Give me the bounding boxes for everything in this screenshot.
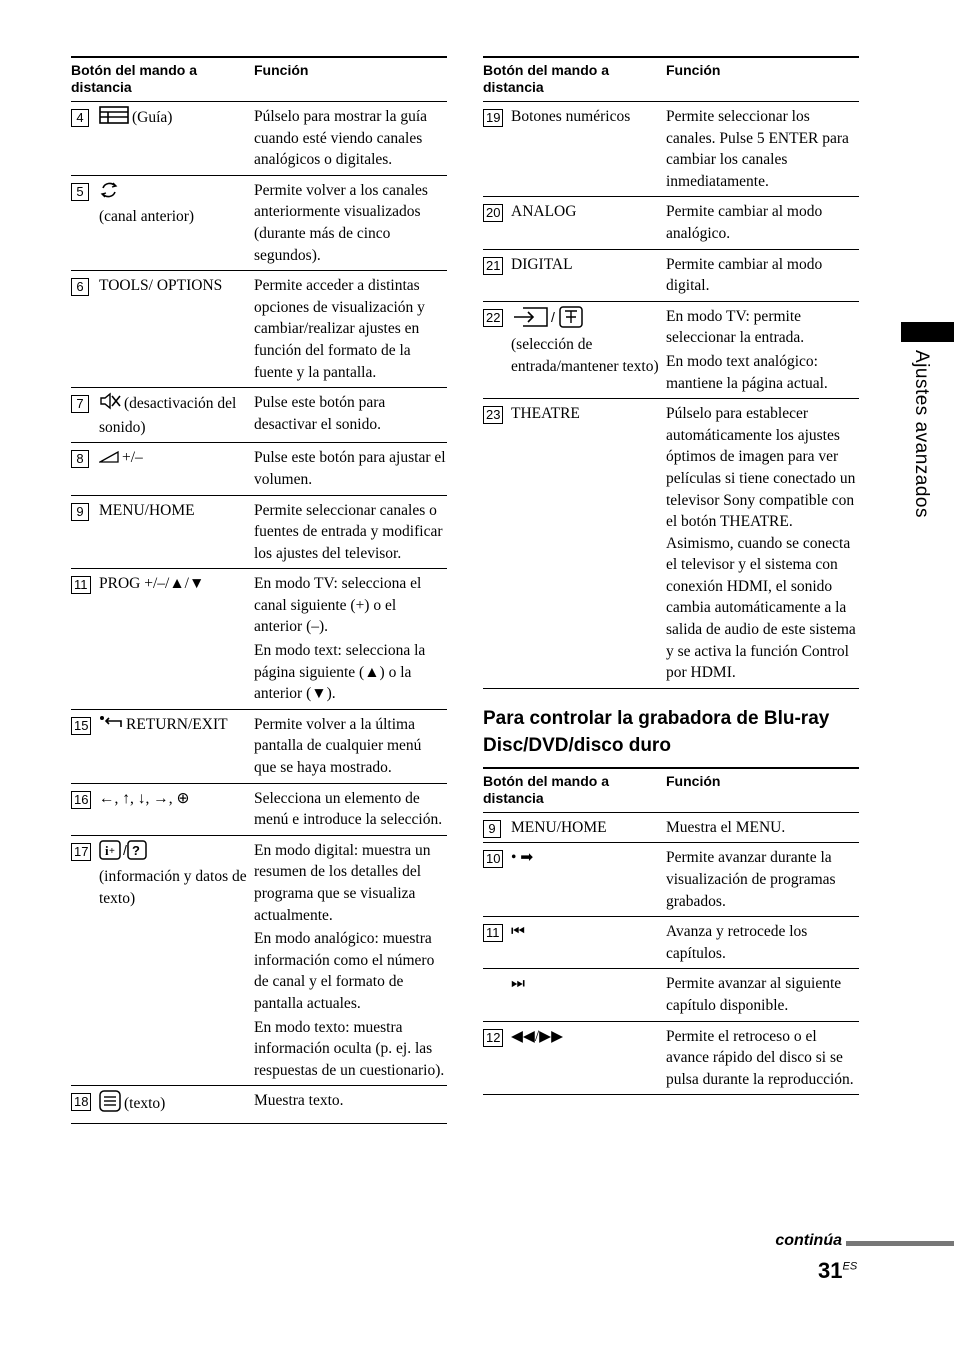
function-cell bbox=[254, 102, 447, 176]
button-label: ◀◀/▶▶ bbox=[511, 1027, 563, 1045]
table-row bbox=[71, 271, 447, 388]
function-text: En modo TV: selecciona el canal siguiente (+) o el anterior (–). bbox=[254, 575, 422, 636]
section-tab-marker bbox=[901, 322, 954, 342]
item-number: 23 bbox=[483, 406, 503, 424]
button-name bbox=[99, 573, 248, 595]
function-cell bbox=[254, 569, 447, 710]
table-row bbox=[71, 783, 447, 835]
button-cell bbox=[483, 249, 666, 301]
function-text: En modo text analógico: mantiene la página actual. bbox=[666, 352, 828, 392]
button-cell bbox=[71, 495, 254, 569]
section-side-label: Ajustes avanzados bbox=[911, 350, 932, 518]
previous-channel-icon bbox=[99, 180, 119, 207]
button-cell bbox=[71, 783, 254, 835]
button-label: ⏮ bbox=[511, 923, 525, 941]
function-text: Permite el retroceso o el avance rápido del disco si se pulsa durante la reproducción. bbox=[666, 1027, 854, 1088]
button-cell bbox=[71, 271, 254, 388]
button-name bbox=[511, 403, 660, 425]
continue-label: continúa bbox=[775, 1232, 842, 1249]
button-name bbox=[511, 306, 660, 378]
function-text: Pulse este botón para ajustar el volumen. bbox=[254, 449, 446, 488]
info-icon bbox=[99, 840, 147, 867]
header-function: Función bbox=[666, 768, 859, 813]
button-name bbox=[511, 817, 660, 839]
button-label: ←, ↑, ↓, →, ⊕ bbox=[99, 789, 190, 807]
remote-buttons-table-left bbox=[71, 56, 447, 1124]
function-text: Permite cambiar al modo analógico. bbox=[666, 203, 823, 242]
button-cell bbox=[71, 569, 254, 710]
table-row bbox=[483, 102, 859, 197]
item-number: 11 bbox=[71, 576, 91, 594]
button-label: (Guía) bbox=[132, 108, 173, 126]
item-number: 9 bbox=[483, 820, 501, 838]
button-label: (información y datos de texto) bbox=[99, 868, 247, 907]
header-function: Función bbox=[666, 57, 859, 102]
function-cell bbox=[666, 969, 859, 1021]
svg-text:i: i bbox=[105, 842, 109, 858]
item-number: 5 bbox=[71, 183, 89, 201]
function-cell bbox=[254, 709, 447, 783]
button-cell bbox=[483, 399, 666, 689]
function-text: En modo analógico: muestra información como el número de canal y el formato de pantalla actuales. bbox=[254, 930, 435, 1012]
function-cell bbox=[666, 301, 859, 398]
table-row bbox=[483, 917, 859, 969]
button-name bbox=[99, 840, 248, 910]
table-row bbox=[483, 399, 859, 689]
button-name bbox=[511, 201, 660, 223]
button-cell bbox=[483, 102, 666, 197]
button-label: MENU/HOME bbox=[511, 818, 607, 836]
table-row bbox=[71, 443, 447, 495]
button-label: (canal anterior) bbox=[99, 208, 195, 226]
text-icon bbox=[99, 1090, 121, 1119]
button-cell bbox=[71, 835, 254, 1086]
button-cell bbox=[71, 102, 254, 176]
remote-buttons-table-right bbox=[483, 56, 859, 689]
button-label: DIGITAL bbox=[511, 255, 573, 273]
function-text: Permite avanzar al siguiente capítulo disponible. bbox=[666, 975, 842, 1014]
input-select-icon bbox=[511, 306, 585, 335]
function-cell bbox=[666, 197, 859, 249]
table-row bbox=[71, 388, 447, 443]
button-cell bbox=[483, 812, 666, 843]
function-cell bbox=[254, 443, 447, 495]
function-text: Permite seleccionar canales o fuentes de entrada y modificar los ajustes del televisor. bbox=[254, 501, 443, 562]
item-number: 15 bbox=[71, 717, 91, 735]
button-cell bbox=[71, 443, 254, 495]
item-number: 9 bbox=[71, 503, 89, 521]
function-cell bbox=[254, 271, 447, 388]
button-label: (selección de entrada/mantener texto) bbox=[511, 336, 659, 375]
function-cell bbox=[666, 1021, 859, 1095]
function-cell bbox=[666, 812, 859, 843]
button-label: MENU/HOME bbox=[99, 501, 195, 519]
section-title: Para controlar la grabadora de Blu-ray Disc/DVD/disco duro bbox=[483, 707, 830, 756]
button-cell bbox=[483, 917, 666, 969]
item-number: 22 bbox=[483, 309, 503, 327]
button-label: THEATRE bbox=[511, 405, 580, 423]
button-cell bbox=[483, 843, 666, 917]
item-number: 10 bbox=[483, 850, 503, 868]
mute-icon bbox=[99, 392, 121, 417]
svg-text:+: + bbox=[109, 845, 115, 857]
function-cell bbox=[254, 835, 447, 1086]
item-number: 21 bbox=[483, 257, 503, 275]
button-cell bbox=[71, 709, 254, 783]
function-cell bbox=[666, 917, 859, 969]
function-text: Avanza y retrocede los capítulos. bbox=[666, 923, 808, 962]
table-row bbox=[483, 1021, 859, 1095]
function-text: En modo texto: muestra información oculta (p. ej. las respuestas de un cuestionario). bbox=[254, 1018, 445, 1079]
button-label: (texto) bbox=[124, 1095, 166, 1113]
function-text: Permite volver a los canales anteriormente visualizados (durante más de cinco segundos). bbox=[254, 181, 428, 264]
item-number: 7 bbox=[71, 395, 89, 413]
button-cell bbox=[71, 1086, 254, 1124]
button-label: +/– bbox=[122, 449, 143, 467]
svg-text:/: / bbox=[123, 841, 127, 858]
function-text: Permite acceder a distintas opciones de visualización y cambiar/realizar ajustes en función del formato de la fuente y la pantalla. bbox=[254, 277, 425, 381]
button-name bbox=[511, 1026, 660, 1048]
right-column bbox=[483, 56, 859, 1095]
function-cell bbox=[254, 388, 447, 443]
button-label: RETURN/EXIT bbox=[126, 715, 228, 733]
table-row bbox=[483, 197, 859, 249]
table-row bbox=[71, 175, 447, 270]
button-name bbox=[99, 1090, 248, 1119]
page-number: $31^{ES}$ bbox=[818, 1258, 858, 1283]
function-text: Permite volver a la última pantalla de cualquier menú que se haya mostrado. bbox=[254, 715, 422, 777]
button-label: • ➡ bbox=[511, 849, 534, 867]
button-label: TOOLS/ OPTIONS bbox=[99, 277, 223, 295]
function-text: Púlselo para establecer automáticamente los ajustes óptimos de imagen para ver películas si tiene conectado un televisor Sony compatible con el botón THEATRE. Asimismo, cuando se conecta el televisor y el sistema con conexión HDMI, el sonido cambia automáticamente a la salida de audio de este sistema y se activa la función Control por HDMI. bbox=[666, 405, 856, 682]
item-number: 19 bbox=[483, 109, 503, 127]
function-cell bbox=[254, 175, 447, 270]
function-text: Púlselo para mostrar la guía cuando esté viendo canales analógicos o digitales. bbox=[254, 108, 428, 169]
table-row bbox=[71, 709, 447, 783]
button-name bbox=[511, 847, 660, 869]
item-number: 20 bbox=[483, 204, 503, 222]
table-row bbox=[71, 569, 447, 710]
button-label: ANALOG bbox=[511, 203, 577, 221]
button-name bbox=[511, 921, 660, 943]
button-name bbox=[511, 254, 660, 276]
return-icon bbox=[99, 714, 123, 736]
function-cell bbox=[254, 1086, 447, 1124]
function-text: Permite seleccionar los canales. Pulse 5 ENTER para cambiar los canales inmediatamente. bbox=[666, 108, 849, 190]
function-cell bbox=[254, 495, 447, 569]
button-label: Botones numéricos bbox=[511, 108, 631, 125]
button-cell bbox=[483, 969, 666, 1021]
button-name bbox=[99, 392, 248, 438]
table-row bbox=[483, 249, 859, 301]
header-button: Botón del mando a distancia bbox=[71, 57, 254, 102]
button-label: ⏭ bbox=[511, 975, 525, 993]
item-number: 8 bbox=[71, 450, 89, 468]
function-cell bbox=[666, 399, 859, 689]
recorder-buttons-table bbox=[483, 767, 859, 1096]
guide-icon bbox=[99, 106, 129, 131]
item-number: 4 bbox=[71, 109, 89, 127]
volume-icon bbox=[99, 448, 119, 470]
item-number: 17 bbox=[71, 843, 91, 861]
header-button: Botón del mando a distancia bbox=[483, 768, 666, 813]
button-name bbox=[99, 500, 248, 522]
table-row bbox=[71, 495, 447, 569]
button-cell bbox=[483, 1021, 666, 1095]
button-name bbox=[99, 714, 248, 736]
table-row bbox=[71, 1086, 447, 1124]
function-text: Muestra el MENU. bbox=[666, 818, 786, 836]
button-name bbox=[511, 106, 660, 128]
table-row bbox=[483, 843, 859, 917]
function-cell bbox=[666, 843, 859, 917]
item-number: 18 bbox=[71, 1093, 91, 1111]
function-text: Permite avanzar durante la visualización de programas grabados. bbox=[666, 849, 836, 910]
button-cell bbox=[71, 388, 254, 443]
svg-text:/: / bbox=[551, 308, 555, 325]
button-label: (desactivación del sonido) bbox=[99, 394, 237, 436]
item-number: 16 bbox=[71, 791, 91, 809]
button-cell bbox=[483, 301, 666, 398]
button-name bbox=[99, 275, 248, 297]
function-cell bbox=[666, 102, 859, 197]
button-name bbox=[99, 106, 248, 131]
button-cell bbox=[71, 175, 254, 270]
table-row bbox=[483, 812, 859, 843]
function-text: En modo TV: permite seleccionar la entrada. bbox=[666, 307, 805, 347]
function-text: En modo text: selecciona la página siguiente (▲) o la anterior (▼). bbox=[254, 642, 426, 703]
function-text: Muestra texto. bbox=[254, 1092, 344, 1110]
item-number: 11 bbox=[483, 924, 503, 942]
table-row bbox=[483, 969, 859, 1021]
item-number: 12 bbox=[483, 1029, 503, 1047]
button-label: PROG +/–/▲/▼ bbox=[99, 575, 205, 593]
button-name bbox=[99, 788, 248, 810]
function-text: En modo digital: muestra un resumen de los detalles del programa que se visualiza actualmente. bbox=[254, 841, 431, 924]
button-name bbox=[511, 973, 660, 995]
header-button: Botón del mando a distancia bbox=[483, 57, 666, 102]
left-column bbox=[71, 56, 447, 1124]
svg-text:?: ? bbox=[132, 842, 140, 858]
button-name bbox=[99, 180, 248, 228]
function-cell bbox=[254, 783, 447, 835]
button-cell bbox=[483, 197, 666, 249]
table-row bbox=[71, 835, 447, 1086]
function-text: Permite cambiar al modo digital. bbox=[666, 255, 823, 295]
function-text: Selecciona un elemento de menú e introduce la selección. bbox=[254, 789, 443, 829]
function-text: Pulse este botón para desactivar el sonido. bbox=[254, 394, 386, 433]
table-row bbox=[71, 102, 447, 176]
function-cell bbox=[666, 249, 859, 301]
continue-bar bbox=[846, 1241, 954, 1246]
header-function: Función bbox=[254, 57, 447, 102]
button-name bbox=[99, 447, 248, 469]
item-number: 6 bbox=[71, 278, 89, 296]
table-row bbox=[483, 301, 859, 398]
